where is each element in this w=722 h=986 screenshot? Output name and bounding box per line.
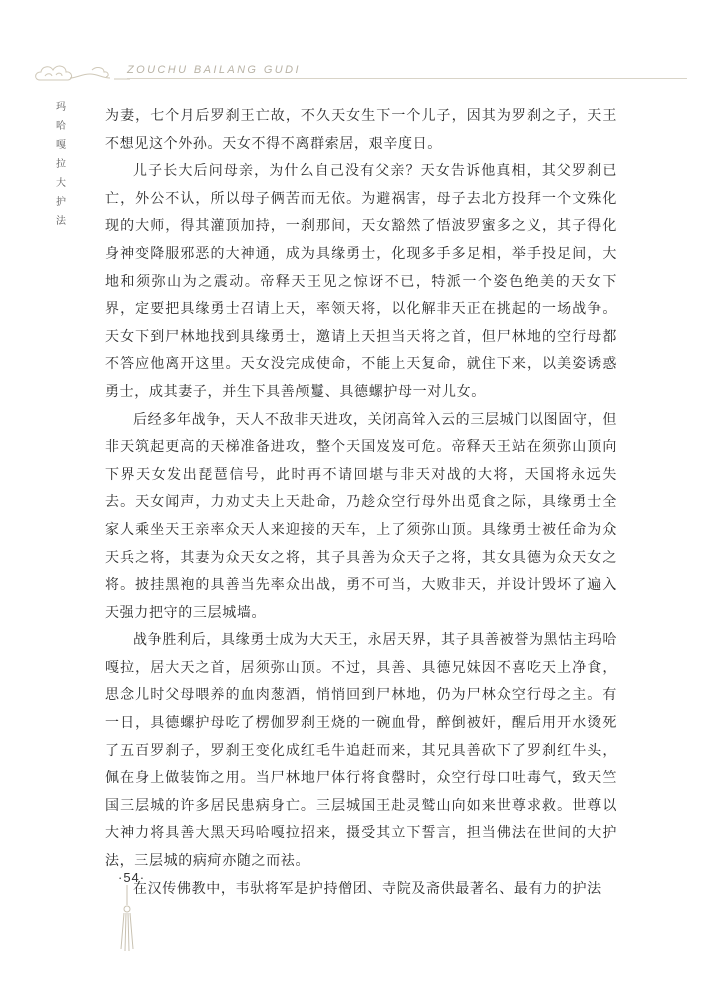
side-title-char: 拉 xyxy=(56,159,66,170)
paragraph: 儿子长大后问母亲，为什么自己没有父亲？天女告诉他真相，其父罗刹已亡，外公不认，所以母子俩苦而无依。为避祸害，母子去北方投拜一个文殊化现的大师，得其灌顶加持，一刹那间，天女豁然了悟波罗蜜多之义，其子得化身神变降服邪恶的大神通，成为具缘勇士，化现多手多足相，举手投足间，大地和须弥山为之震动。帝释天王见之惊讶不已，特派一个姿色绝美的天女下界，定要把具缘勇士召请上天，率领天将，以化解非天正在挑起的一场战争。天女下到尸林地找到具缘勇士，邀请上天担当天将之首，但尸林地的空行母都不答应他离开这里。天女没完成使命，不能上天复命，就住下来，以美姿诱惑勇士，成其妻子，并生下具善颅鬘、具德螺护母一对儿女。 xyxy=(105,163,617,400)
side-title-char: 哈 xyxy=(56,121,66,132)
side-title xyxy=(53,98,69,231)
side-title-char: 护 xyxy=(56,197,66,208)
page-number: ·54· xyxy=(118,870,146,885)
paragraph: 在汉传佛教中，韦驮将军是护持僧团、寺院及斋供最著名、最有力的护法 xyxy=(133,880,602,897)
paragraph: 后经多年战争，天人不敌非天进攻，关闭高耸入云的三层城门以图固守，但非天筑起更高的天梯准备进攻，整个天国岌岌可危。帝释天王站在须弥山顶向下界天女发出琵琶信号，此时再不请回堪与非天对战的大将，天国将永远失去。天女闻声，力劝丈夫上天赴命，乃趁众空行母外出觅食之际，具缘勇士全家人乘坐天王亲率众天人来迎接的天车，上了须弥山顶。具缘勇士被任命为众天兵之将，其妻为众天女之将，其子具善为众天子之将，其女具德为众天女之将。披挂黑袍的具善当先率众出战，勇不可当，大败非天，并设计毁坏了遍入天强力把守的三层城墙。 xyxy=(105,411,617,621)
side-title-char: 嘎 xyxy=(56,140,66,151)
side-title-char: 玛 xyxy=(56,102,66,113)
side-title-char: 法 xyxy=(56,216,66,227)
cloud-ornament-icon xyxy=(30,58,140,88)
running-header xyxy=(22,58,662,98)
header-rule xyxy=(127,78,687,79)
paragraph: 战争胜利后，具缘勇士成为大天王，永居天界，其子具善被誉为黑怙主玛哈嘎拉，居大天之首，居须弥山顶。不过，具善、具德兄妹因不喜吃天上净食，思念儿时父母喂养的血肉葱酒，悄悄回到尸林地，仍为尸林众空行母之主。有一日，具德螺护母吃了楞伽罗刹王烧的一碗血骨，醉倒被奸，醒后用开水烫死了五百罗刹子，罗刹王变化成红毛牛追赶而来，其兄具善砍下了罗刹红牛头，佩在身上做装饰之用。当尸林地尸体行将食罄时，众空行母口吐毒气，致天竺国三层城的许多居民患病身亡。三层城国王赴灵鹫山向如来世尊求救。世尊以大神力将具善大黑天玛哈嘎拉招来，摄受其立下誓言，担当佛法在世间的大护法，三层城的病疴亦随之而祛。 xyxy=(105,632,617,870)
body-text xyxy=(105,103,617,903)
tassel-ornament-icon xyxy=(112,883,142,953)
paragraph: 为妻，七个月后罗刹王亡故，不久天女生下一个儿子，因其为罗刹之子，天王不想见这个外孙。天女不得不离群索居，艰辛度日。 xyxy=(105,108,617,152)
header-title: ZOUCHU BAILANG GUDI xyxy=(127,64,301,76)
side-title-char: 大 xyxy=(56,178,66,189)
